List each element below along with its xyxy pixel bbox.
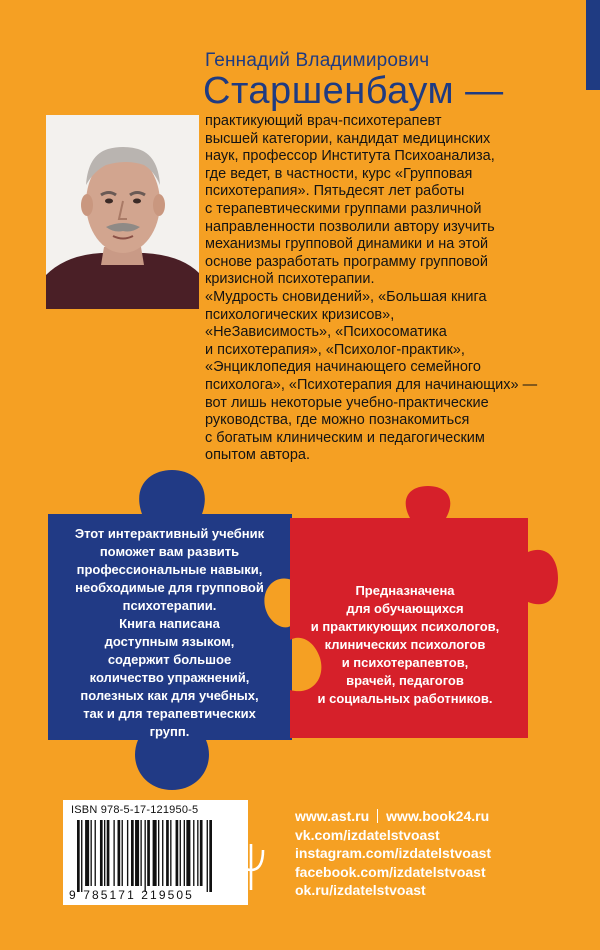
barcode-bar bbox=[193, 820, 194, 886]
barcode-bar bbox=[207, 820, 208, 892]
site-links-row bbox=[295, 807, 491, 826]
bio-line: «НеЗависимость», «Психосоматика bbox=[205, 324, 447, 341]
bio-line: основе разработать программу групповой bbox=[205, 253, 488, 270]
red-line: и практикующих психологов, bbox=[310, 619, 500, 634]
red-line: врачей, педагогов bbox=[346, 673, 464, 688]
blue-line: количество упражнений, bbox=[89, 670, 250, 685]
psi-logo-icon bbox=[236, 842, 266, 892]
barcode-bar bbox=[104, 820, 105, 886]
barcode-bar bbox=[153, 820, 157, 886]
blue-line: Книга написана bbox=[119, 616, 220, 631]
barcode-bar bbox=[140, 820, 141, 886]
red-line: для обучающихся bbox=[346, 601, 464, 616]
blue-line: необходимые для групповой bbox=[75, 580, 264, 595]
bio-line: руководства, где можно познакомиться bbox=[205, 412, 470, 429]
barcode-bar bbox=[95, 820, 96, 886]
blue-line: поможет вам развить bbox=[99, 544, 240, 559]
red-line: Предназначена bbox=[355, 583, 455, 598]
author-last-name: Старшенбаум — bbox=[203, 70, 504, 112]
bio-line: где ведет, в частности, курс «Групповая bbox=[205, 165, 473, 182]
barcode-bar bbox=[100, 820, 103, 886]
link-separator bbox=[377, 809, 378, 823]
barcode-bar bbox=[200, 820, 203, 886]
barcode-bar bbox=[184, 820, 185, 886]
barcode-bar bbox=[81, 820, 82, 892]
barcode-bar bbox=[209, 820, 212, 892]
barcode-bar bbox=[85, 820, 89, 886]
bio-line: направленности позволили автору изучить bbox=[205, 218, 495, 235]
blue-line: полезных как для учебных, bbox=[80, 688, 259, 703]
barcode-label bbox=[63, 800, 248, 905]
barcode-bar bbox=[113, 820, 114, 886]
bio-line: высшей категории, кандидат медицинских bbox=[205, 130, 491, 147]
red-piece-text bbox=[285, 582, 525, 708]
barcode-bar bbox=[162, 820, 163, 886]
bio-line: вот лишь некоторые учебно-практические bbox=[205, 394, 489, 411]
blue-line: так и для терапевтических групп. bbox=[83, 706, 256, 739]
blue-line: доступным языком, bbox=[104, 634, 235, 649]
bio-line: механизмы групповой динамики и на этой bbox=[205, 236, 489, 253]
barcode-bar bbox=[107, 820, 110, 886]
barcode-bar bbox=[197, 820, 198, 886]
bio-line: «Энциклопедия начинающего семейного bbox=[205, 359, 481, 376]
barcode-bar bbox=[186, 820, 190, 886]
barcode-bar bbox=[91, 820, 92, 886]
red-line: клинических психологов bbox=[324, 637, 486, 652]
barcode-bar bbox=[180, 820, 181, 886]
link-vk[interactable]: vk.com/izdatelstvoast bbox=[295, 826, 440, 843]
blue-line: психотерапии. bbox=[122, 598, 217, 613]
bio-line: психотерапия». Пятьдесят лет работы bbox=[205, 183, 465, 200]
barcode-bar bbox=[122, 820, 123, 886]
barcode-bar bbox=[127, 820, 128, 886]
bio-line: с терапевтическими группами различной bbox=[205, 200, 482, 217]
red-line: и психотерапевтов, bbox=[341, 655, 469, 670]
blue-line: Этот интерактивный учебник bbox=[74, 526, 265, 541]
bio-line: «Мудрость сновидений», «Большая книга bbox=[205, 288, 487, 305]
barcode-bar bbox=[135, 820, 139, 886]
blue-line: профессиональные навыки, bbox=[76, 562, 263, 577]
bio-line: и психотерапия», «Психолог-практик», bbox=[205, 341, 465, 358]
bio-line: психолога», «Психотерапия для начинающих» — bbox=[205, 376, 538, 393]
barcode-bar bbox=[176, 820, 179, 886]
link-book24[interactable]: www.book24.ru bbox=[386, 808, 490, 824]
blue-line: содержит большое bbox=[107, 652, 232, 667]
author-first-names: Геннадий Владимирович bbox=[205, 50, 430, 71]
bio-line: опытом автора. bbox=[205, 447, 311, 464]
barcode-bar bbox=[118, 820, 121, 886]
bio-line: практикующий врач-психотерапевт bbox=[205, 113, 442, 129]
blue-piece-text bbox=[62, 525, 277, 741]
bio-line: с богатым клиническим и педагогическим bbox=[205, 429, 485, 446]
link-ok[interactable]: ok.ru/izdatelstvoast bbox=[295, 882, 426, 899]
barcode-bar bbox=[170, 820, 171, 886]
isbn-text: ISBN 978-5-17-121950-5 bbox=[71, 804, 199, 816]
barcode-bar bbox=[131, 820, 134, 886]
link-ast[interactable]: www.ast.ru bbox=[295, 808, 370, 824]
barcode-digits: 9 785171 219505 bbox=[69, 888, 194, 902]
link-facebook[interactable]: facebook.com/izdatelstvoast bbox=[295, 863, 486, 880]
bio-line: кризисной психотерапии. bbox=[205, 271, 375, 288]
bio-line: наук, профессор Института Психоанализа, bbox=[205, 148, 495, 165]
red-line: и социальных работников. bbox=[317, 691, 493, 706]
bio-line: психологических кризисов», bbox=[205, 306, 395, 323]
barcode-bar bbox=[166, 820, 169, 886]
link-instagram[interactable]: instagram.com/izdatelstvoast bbox=[295, 845, 492, 862]
barcode-bar bbox=[77, 820, 80, 892]
barcode-bar bbox=[158, 820, 159, 886]
barcode-bar bbox=[147, 820, 150, 886]
publisher-links bbox=[295, 807, 491, 900]
barcode-bar bbox=[145, 820, 146, 892]
